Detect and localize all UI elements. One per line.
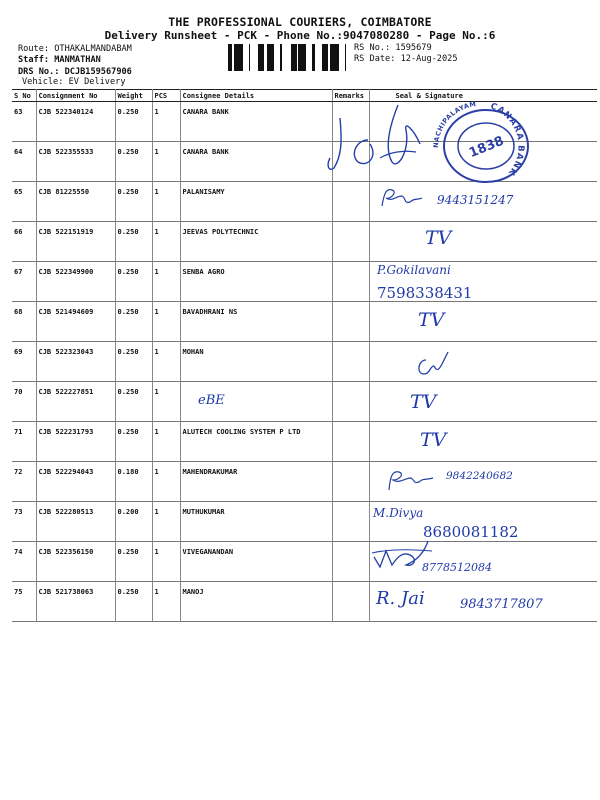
row-weight: 0.250: [115, 382, 152, 422]
barcode-bar: [304, 44, 306, 71]
col-seal-signature: Seal & Signature: [369, 90, 597, 102]
row-pcs: 1: [152, 262, 180, 302]
row-remarks: [332, 342, 369, 382]
barcode-bar: [268, 44, 270, 71]
row-pcs: 1: [152, 422, 180, 462]
col-sno: S No: [12, 90, 36, 102]
barcode-bar: [280, 44, 282, 71]
row-weight: 0.250: [115, 182, 152, 222]
staff-value: MANMATHAN: [54, 55, 101, 65]
row-sno: 75: [12, 582, 36, 622]
initials-row-66: TV: [425, 227, 452, 249]
col-consignee: Consignee Details: [180, 90, 332, 102]
row-pcs: 1: [152, 182, 180, 222]
col-remarks: Remarks: [332, 90, 369, 102]
row-consignment: CJB 521494609: [36, 302, 115, 342]
barcode-bar: [292, 44, 294, 71]
seal-branch-name: NACHIPALAYAM: [431, 100, 477, 149]
barcode-bar: [238, 44, 240, 71]
row-seal-signature: [369, 222, 597, 262]
row-remarks: [332, 302, 369, 342]
rs-date-label: RS Date:: [354, 54, 396, 64]
barcode-bar: [270, 44, 273, 71]
row-sno: 72: [12, 462, 36, 502]
vehicle-line: [22, 77, 126, 87]
handwritten-name-row-73: M.Divya: [373, 506, 424, 520]
row-consignee: VIVEGANANDAN: [180, 542, 332, 582]
table-row: [12, 422, 597, 462]
handwritten-phone-row-73: 8680081182: [423, 523, 519, 541]
row-weight: 0.250: [115, 262, 152, 302]
row-weight: 0.250: [115, 142, 152, 182]
vehicle-value: EV Delivery: [68, 77, 126, 87]
row-consignment: CJB 522349900: [36, 262, 115, 302]
barcode: [228, 44, 350, 71]
company-title: THE PROFESSIONAL COURIERS, COIMBATORE: [168, 15, 432, 29]
handwritten-name-row-75: R. Jai: [376, 588, 425, 609]
seal-bank-name: CANARA BANK: [488, 101, 526, 178]
drs-line: [18, 67, 132, 77]
row-sno: 65: [12, 182, 36, 222]
handwritten-phone-row-74: 8778512084: [422, 561, 492, 574]
row-remarks: [332, 502, 369, 542]
row-pcs: 1: [152, 502, 180, 542]
row-sno: 73: [12, 502, 36, 542]
bank-seal-stamp: [420, 100, 540, 185]
row-pcs: 1: [152, 102, 180, 142]
row-consignment: CJB 522355533: [36, 142, 115, 182]
col-weight: Weight: [115, 90, 152, 102]
initials-row-70: TV: [410, 391, 437, 413]
route-line: [18, 44, 132, 54]
signature-row-65: [378, 184, 438, 214]
row-consignment: CJB 522323043: [36, 342, 115, 382]
row-pcs: 1: [152, 382, 180, 422]
row-weight: 0.250: [115, 582, 152, 622]
barcode-bar: [262, 44, 264, 71]
barcode-bar: [312, 44, 315, 71]
row-remarks: [332, 542, 369, 582]
table-row: [12, 302, 597, 342]
initials-row-71: TV: [420, 429, 447, 451]
row-consignee: CANARA BANK: [180, 102, 332, 142]
rs-no-line: [354, 43, 432, 53]
signature-row-72: [385, 466, 445, 494]
barcode-bar: [228, 44, 231, 71]
table-row: [12, 222, 597, 262]
barcode-bar: [333, 44, 334, 71]
table-row: [12, 262, 597, 302]
row-consignment: CJB 522294043: [36, 462, 115, 502]
row-weight: 0.250: [115, 342, 152, 382]
barcode-bar: [336, 44, 339, 71]
row-weight: 0.250: [115, 542, 152, 582]
signature-row-69: [412, 350, 452, 380]
row-weight: 0.250: [115, 102, 152, 142]
route-value: OTHAKALMANDABAM: [54, 44, 132, 54]
row-consignee: CANARA BANK: [180, 142, 332, 182]
vehicle-label: Vehicle:: [22, 77, 64, 87]
row-remarks: [332, 262, 369, 302]
barcode-bar: [234, 44, 237, 71]
route-label: Route:: [18, 44, 50, 54]
row-sno: 70: [12, 382, 36, 422]
handwritten-name-row-67: P.Gokilavani: [377, 263, 451, 277]
row-weight: 0.250: [115, 222, 152, 262]
barcode-bar: [345, 44, 346, 71]
handwritten-phone-row-75: 9843717807: [460, 597, 543, 612]
row-remarks: [332, 422, 369, 462]
row-sno: 74: [12, 542, 36, 582]
handwritten-phone-row-67: 7598338431: [377, 284, 473, 302]
drs-value: DCJB159567906: [64, 67, 132, 77]
col-pcs: PCS: [152, 90, 180, 102]
row-consignee: MAHENDRAKUMAR: [180, 462, 332, 502]
barcode-bar: [258, 44, 261, 71]
row-remarks: [332, 382, 369, 422]
barcode-bar: [334, 44, 336, 71]
row-consignment: CJB 81225550: [36, 182, 115, 222]
barcode-bar: [324, 44, 327, 71]
barcode-bar: [294, 44, 297, 71]
barcode-bar: [237, 44, 238, 71]
row-sno: 67: [12, 262, 36, 302]
barcode-bar: [291, 44, 292, 71]
rs-date-line: [354, 54, 458, 64]
row-pcs: 1: [152, 542, 180, 582]
row-consignee: MANOJ: [180, 582, 332, 622]
row-remarks: [332, 582, 369, 622]
handwritten-phone-row-72: 9842240682: [446, 470, 513, 482]
barcode-bar: [261, 44, 262, 71]
rs-no-label: RS No.:: [354, 43, 391, 53]
row-consignment: CJB 522340124: [36, 102, 115, 142]
table-row: [12, 342, 597, 382]
row-weight: 0.250: [115, 302, 152, 342]
row-weight: 0.200: [115, 502, 152, 542]
row-seal-signature: [369, 422, 597, 462]
barcode-bar: [249, 44, 250, 71]
initials-row-68: TV: [418, 309, 445, 331]
barcode-bar: [298, 44, 300, 71]
row-pcs: 1: [152, 582, 180, 622]
rs-date-value: 12-Aug-2025: [400, 54, 458, 64]
row-sno: 68: [12, 302, 36, 342]
row-remarks: [332, 222, 369, 262]
row-consignment: CJB 522280513: [36, 502, 115, 542]
row-weight: 0.180: [115, 462, 152, 502]
row-sno: 69: [12, 342, 36, 382]
svg-text:NACHIPALAYAM: [432, 100, 477, 148]
table-row: [12, 542, 597, 582]
barcode-bar: [240, 44, 243, 71]
barcode-bar: [273, 44, 274, 71]
row-consignee: BAVADHRANI NS: [180, 302, 332, 342]
row-sno: 63: [12, 102, 36, 142]
row-consignment: CJB 521738063: [36, 582, 115, 622]
barcode-bar: [303, 44, 304, 71]
barcode-bar: [330, 44, 333, 71]
barcode-bar: [300, 44, 303, 71]
row-consignee: ALUTECH COOLING SYSTEM P LTD: [180, 422, 332, 462]
row-pcs: 1: [152, 142, 180, 182]
row-consignee: MOHAN: [180, 342, 332, 382]
row-seal-signature: [369, 342, 597, 382]
staff-line: [18, 55, 101, 65]
row-pcs: 1: [152, 342, 180, 382]
row-consignee: PALANISAMY: [180, 182, 332, 222]
staff-label: Staff:: [18, 55, 50, 65]
row-consignee: MUTHUKUMAR: [180, 502, 332, 542]
row-weight: 0.250: [115, 422, 152, 462]
seal-branch-code: 1838: [466, 133, 507, 162]
row-consignee: JEEVAS POLYTECHNIC: [180, 222, 332, 262]
col-consignment: Consignment No: [36, 90, 115, 102]
handwritten-note-row-70: eBE: [198, 393, 225, 408]
runsheet-subtitle: Delivery Runsheet - PCK - Phone No.:9047080280 - Page No.:6: [104, 29, 496, 42]
barcode-bar: [322, 44, 324, 71]
row-sno: 71: [12, 422, 36, 462]
row-sno: 66: [12, 222, 36, 262]
rs-no-value: 1595679: [395, 43, 432, 53]
barcode-bar: [327, 44, 328, 71]
row-seal-signature: [369, 382, 597, 422]
handwritten-phone-row-65: 9443151247: [437, 193, 514, 207]
row-seal-signature: [369, 302, 597, 342]
barcode-bar: [231, 44, 232, 71]
signature-rows-63-64: [320, 100, 430, 180]
row-pcs: 1: [152, 302, 180, 342]
row-sno: 64: [12, 142, 36, 182]
row-consignment: CJB 522356150: [36, 542, 115, 582]
row-consignment: CJB 522231793: [36, 422, 115, 462]
row-pcs: 1: [152, 462, 180, 502]
row-consignment: CJB 522151919: [36, 222, 115, 262]
barcode-bar: [267, 44, 268, 71]
row-consignment: CJB 522227851: [36, 382, 115, 422]
table-row: [12, 382, 597, 422]
row-pcs: 1: [152, 222, 180, 262]
drs-label: DRS No.:: [18, 67, 60, 77]
row-remarks: [332, 182, 369, 222]
row-remarks: [332, 462, 369, 502]
row-consignee: SENBA AGRO: [180, 262, 332, 302]
